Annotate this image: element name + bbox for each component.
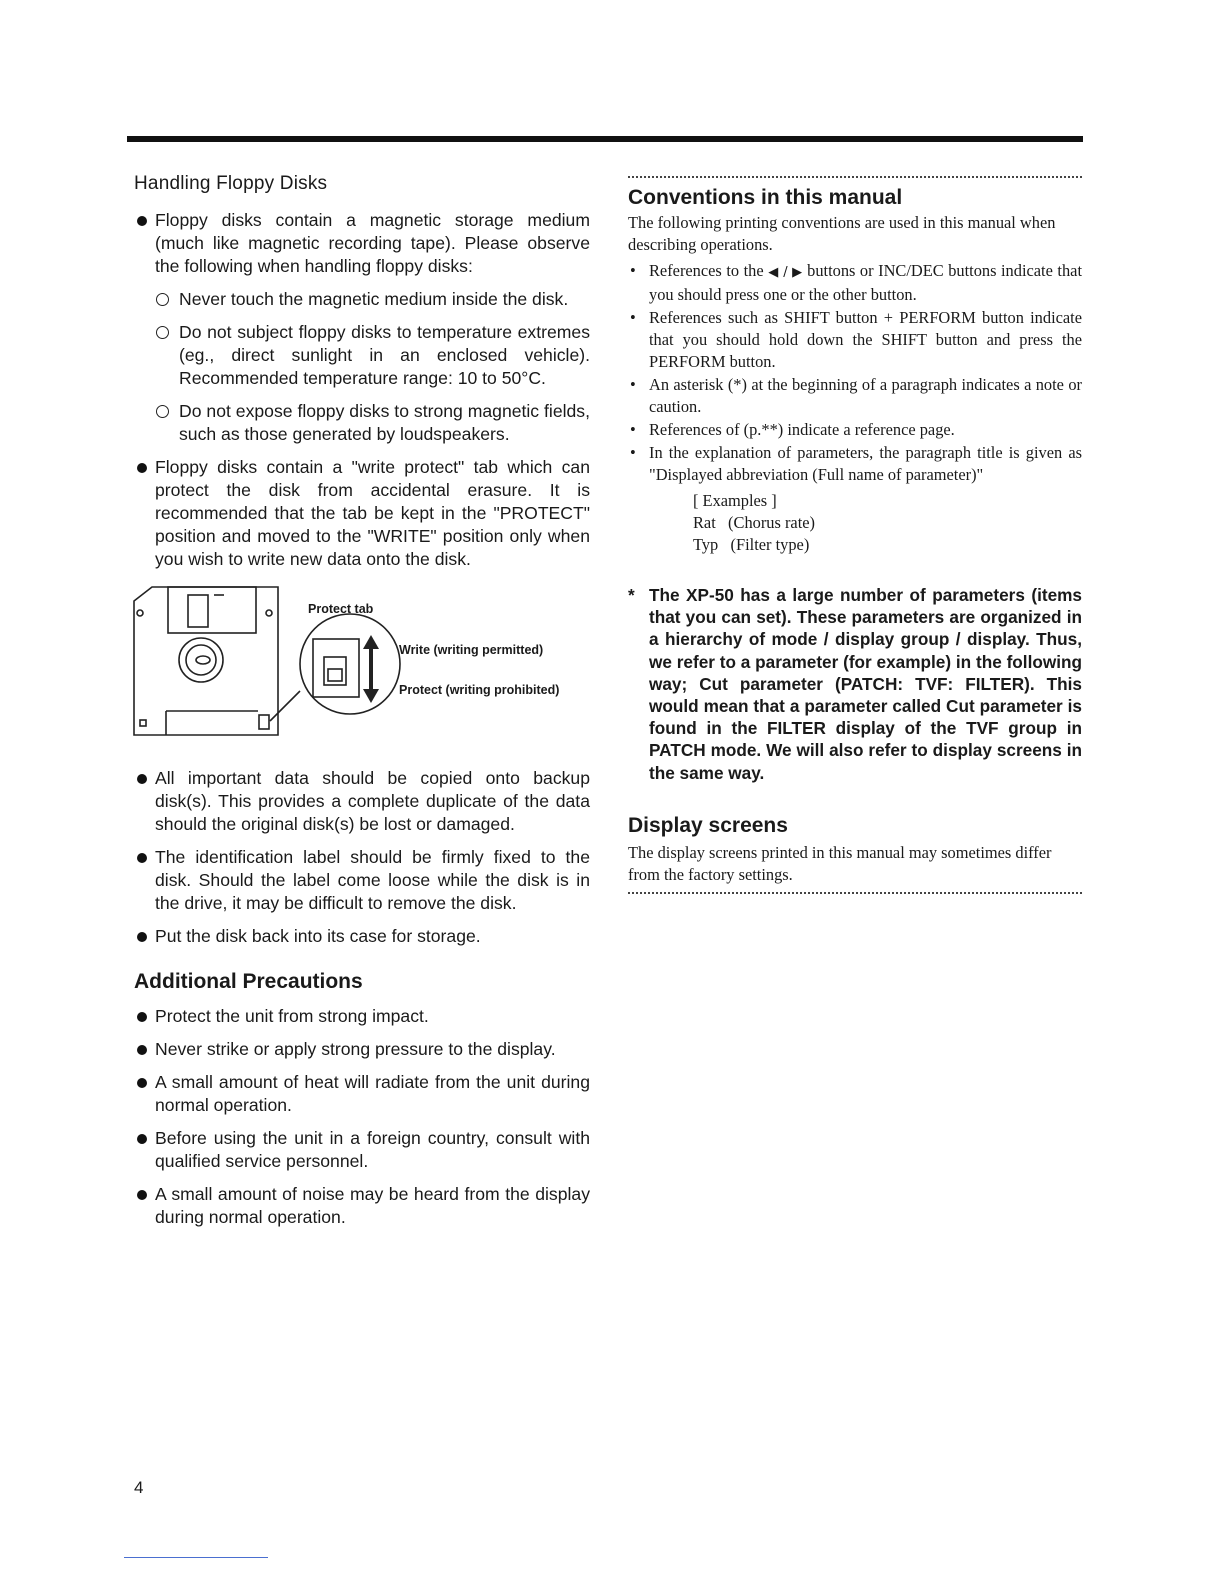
examples-label: [ Examples ] [693,491,777,510]
precaution-item [134,1038,590,1061]
protect-tab-label: Protect tab [308,602,374,616]
bullet-icon [137,1045,147,1055]
bullet-icon [137,1078,147,1088]
conventions-heading: Conventions in this manual [628,186,903,209]
dotted-divider [628,176,1082,178]
circle-bullet-icon [156,405,169,418]
bullet-icon [137,932,147,942]
example-item: Typ (Filter type) [693,535,810,554]
convention-text-post: buttons or INC/DEC buttons indicate that you should press one or the other button. [649,261,1082,304]
handling-sub-item-1 [134,288,590,311]
bullet-icon [137,216,147,226]
examples-block [628,490,1082,556]
precaution-text: A small amount of noise may be heard from the display during normal operation. [155,1184,590,1227]
precaution-item [134,1071,590,1117]
note-text: The XP-50 has a large number of parameters (items that you can set). These parameters are organized in a hierarchy of mode / display group / display. Thus, we refer to a parameter (for example) in the following way; Cut parameter (PATCH: TVF: FILTER). This would mean that a parameter called Cut parameter is found in the FILTER display of the TVF group in PATCH mode. We will also refer to display screens in the same way. [649,585,1082,783]
left-column [134,172,590,1239]
handling-bullet-1 [134,209,590,278]
page-number: 4 [134,1478,144,1497]
sub-item-text: Do not expose floppy disks to strong magnetic fields, such as those generated by loudspeakers. [179,401,590,444]
bullet-text: Put the disk back into its case for storage. [155,926,481,946]
handling-bullet-5 [134,925,590,948]
precaution-text: Protect the unit from strong impact. [155,1006,429,1026]
dotted-divider [628,892,1082,894]
sub-item-text: Do not subject floppy disks to temperature extremes (eg., direct sunlight in an enclosed vehicle). Recommended temperature range: 10 to 50°C. [179,322,590,388]
bullet-text: All important data should be copied onto backup disk(s). This provides a complete duplicate of the data should the original disk(s) be lost or damaged. [155,768,590,834]
write-label: Write (writing permitted) [399,643,544,657]
bullet-icon [137,1134,147,1144]
precaution-item [134,1005,590,1028]
arrow-buttons-icon: ◀ / ▶ [768,265,803,280]
handling-sub-item-3 [134,400,590,446]
circle-bullet-icon [156,293,169,306]
handling-bullet-2 [134,456,590,571]
convention-text: References of (p.**) indicate a reference page. [649,420,955,439]
asterisk-icon: * [628,585,635,605]
precaution-text: Before using the unit in a foreign country, consult with qualified service personnel. [155,1128,590,1171]
handling-sub-item-2 [134,321,590,390]
bullet-icon [137,1190,147,1200]
example-item: Rat (Chorus rate) [693,513,815,532]
convention-item [628,260,1082,306]
convention-text: An asterisk (*) at the beginning of a paragraph indicates a note or caution. [649,375,1082,416]
convention-text: In the explanation of parameters, the paragraph title is given as "Displayed abbreviation (Full name of parameter)" [649,443,1082,484]
floppy-disk-figure [128,583,590,753]
precaution-item [134,1183,590,1229]
display-screens-heading: Display screens [628,813,788,837]
bullet-text: The identification label should be firmly fixed to the disk. Should the label come loose while the disk is in the drive, it may be difficult to remove the disk. [155,847,590,913]
top-rule [127,136,1083,142]
bullet-icon [137,1012,147,1022]
sub-item-text: Never touch the magnetic medium inside the disk. [179,289,569,309]
bottom-line [124,1557,268,1558]
bullet-text: Floppy disks contain a magnetic storage medium (much like magnetic recording tape). Please observe the following when handling floppy disks: [155,210,590,276]
conventions-intro: The following printing conventions are used in this manual when describing operations. [628,213,1056,254]
convention-item [628,374,1082,418]
precaution-text: A small amount of heat will radiate from the unit during normal operation. [155,1072,590,1115]
protect-label: Protect (writing prohibited) [399,683,560,697]
convention-text: References such as SHIFT button + PERFORM button indicate that you should hold down the SHIFT button and press the PERFORM button. [649,308,1082,371]
precautions-heading: Additional Precautions [134,970,363,993]
precaution-item [134,1127,590,1173]
convention-item [628,307,1082,373]
convention-text-pre: References to the [649,261,764,280]
circle-bullet-icon [156,326,169,339]
handling-bullet-3 [134,767,590,836]
conventions-list [628,260,1082,486]
display-screens-text: The display screens printed in this manual may sometimes differ from the factory settings. [628,842,1052,884]
right-column [628,176,1082,902]
bullet-icon [137,463,147,473]
convention-item [628,442,1082,486]
precaution-text: Never strike or apply strong pressure to the display. [155,1039,556,1059]
bullet-icon [137,853,147,863]
convention-item [628,419,1082,441]
parameter-note [628,584,1082,784]
bullet-icon [137,774,147,784]
handling-heading: Handling Floppy Disks [134,173,328,194]
bullet-text: Floppy disks contain a "write protect" tab which can protect the disk from accidental erasure. It is recommended that the tab be kept in the "PROTECT" position and moved to the "WRITE" position only when you wish to write new data onto the disk. [155,457,590,569]
handling-bullet-4 [134,846,590,915]
